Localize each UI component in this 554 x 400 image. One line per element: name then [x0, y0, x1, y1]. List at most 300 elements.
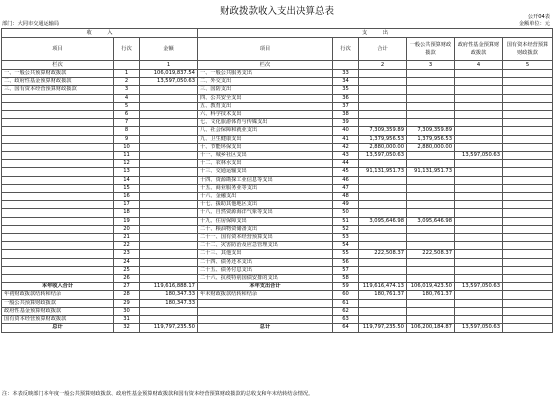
department-label: 部门：大同市交通运输局: [2, 21, 60, 27]
income-row-no: 1: [114, 70, 140, 78]
expense-item: 十二、农林水支出: [198, 160, 333, 168]
income-item: [2, 135, 114, 143]
gov-fund-amount: [455, 127, 503, 135]
expense-row-no: 53: [333, 234, 359, 242]
state-capital-amount: [503, 102, 553, 110]
gov-fund-amount: [455, 258, 503, 266]
gov-fund-amount: 13,597,050.63: [455, 152, 503, 160]
gov-fund-amount: [455, 299, 503, 307]
footnote: 注：本表反映部门本年度一般公共预算财政拨款、政府性基金预算财政拨款和国有资本经营预算财政拨款的总收支和年末结转结余情况。: [2, 391, 314, 397]
state-capital-amount: [503, 316, 553, 324]
income-row-no: 21: [114, 234, 140, 242]
income-item: [2, 201, 114, 209]
income-item: [2, 234, 114, 242]
expense-row-no-header: 行次: [333, 38, 359, 61]
income-amount: [140, 225, 198, 233]
income-row-no: 7: [114, 119, 140, 127]
table-row: [2, 102, 553, 110]
expense-row-no: 43: [333, 152, 359, 160]
income-amount: 119,616,888.17: [140, 283, 198, 291]
gov-fund-amount: [455, 168, 503, 176]
income-amount: [140, 234, 198, 242]
state-capital-amount: [503, 209, 553, 217]
gov-fund-amount: [455, 86, 503, 94]
income-item: 总计: [2, 324, 114, 332]
income-item: [2, 111, 114, 119]
income-amount: [140, 168, 198, 176]
income-row-no: 4: [114, 94, 140, 102]
state-capital-amount: [503, 127, 553, 135]
income-row-no: 8: [114, 127, 140, 135]
summary-row: [2, 283, 553, 291]
gov-fund-amount: [455, 70, 503, 78]
table-row: [2, 168, 553, 176]
expense-item: [198, 316, 333, 324]
gov-fund-amount: [455, 78, 503, 86]
summary-row: [2, 316, 553, 324]
expense-item: 六、科学技术支出: [198, 111, 333, 119]
expense-item: 十、节能环保支出: [198, 143, 333, 151]
expense-row-no: 44: [333, 160, 359, 168]
table-row: [2, 217, 553, 225]
expense-item: 二、外交支出: [198, 78, 333, 86]
state-capital-amount: [503, 283, 553, 291]
income-item: 政府性基金预算财政拨款: [2, 307, 114, 315]
expense-item: 三、国防支出: [198, 86, 333, 94]
general-budget-amount: [407, 94, 455, 102]
general-budget-amount: [407, 307, 455, 315]
state-capital-amount: [503, 201, 553, 209]
income-item: 一、一般公共预算财政拨款: [2, 70, 114, 78]
total-amount: [359, 258, 407, 266]
income-item: [2, 266, 114, 274]
expense-row-no: 38: [333, 111, 359, 119]
expense-item: 七、文化旅游体育与传媒支出: [198, 119, 333, 127]
state-capital-amount: [503, 168, 553, 176]
general-budget-amount: [407, 184, 455, 192]
total-amount: [359, 193, 407, 201]
table-row: [2, 201, 553, 209]
income-row-no: 20: [114, 225, 140, 233]
general-budget-amount: 222,508.37: [407, 250, 455, 258]
expense-row-no: 58: [333, 275, 359, 283]
income-item: 二、政府性基金预算财政拨款: [2, 78, 114, 86]
gov-fund-amount: [455, 234, 503, 242]
gov-fund-amount: [455, 316, 503, 324]
table-row: [2, 160, 553, 168]
expense-item: 十六、金融支出: [198, 193, 333, 201]
total-header: 合计: [359, 38, 407, 61]
table-row: [2, 152, 553, 160]
income-item: [2, 250, 114, 258]
gov-fund-amount: [455, 111, 503, 119]
state-capital-amount: [503, 193, 553, 201]
income-row-no: 29: [114, 299, 140, 307]
gov-fund-amount: [455, 201, 503, 209]
total-amount: 7,309,359.89: [359, 127, 407, 135]
expense-row-no: 51: [333, 217, 359, 225]
state-capital-amount: [503, 324, 553, 332]
column-number: 2: [359, 61, 407, 70]
table-row: [2, 184, 553, 192]
income-item: [2, 275, 114, 283]
expense-item: [198, 307, 333, 315]
total-amount: [359, 209, 407, 217]
expense-row-no: 48: [333, 193, 359, 201]
income-row-no: 2: [114, 78, 140, 86]
general-budget-amount: [407, 299, 455, 307]
general-budget-amount: [407, 176, 455, 184]
state-capital-amount: [503, 94, 553, 102]
summary-row: [2, 307, 553, 315]
income-item: [2, 94, 114, 102]
income-item: [2, 168, 114, 176]
income-row-no: 23: [114, 250, 140, 258]
general-budget-amount: [407, 275, 455, 283]
expense-row-no: 56: [333, 258, 359, 266]
expense-item: 二十、粮油物资储备支出: [198, 225, 333, 233]
general-budget-amount: [407, 111, 455, 119]
expense-row-no: 55: [333, 250, 359, 258]
income-amount: 13,597,050.63: [140, 78, 198, 86]
gov-fund-amount: [455, 135, 503, 143]
state-capital-amount: [503, 234, 553, 242]
income-row-no: 32: [114, 324, 140, 332]
general-budget-amount: [407, 86, 455, 94]
income-item: [2, 102, 114, 110]
state-capital-amount: [503, 78, 553, 86]
general-budget-amount: 180,761.37: [407, 291, 455, 299]
column-label: 栏次: [2, 61, 114, 70]
gov-fund-amount: [455, 94, 503, 102]
expense-item: 五、教育支出: [198, 102, 333, 110]
total-amount: 119,797,235.50: [359, 324, 407, 332]
expense-row-no: 59: [333, 283, 359, 291]
total-amount: [359, 242, 407, 250]
income-amount: [140, 209, 198, 217]
income-item: [2, 258, 114, 266]
table-row: [2, 70, 553, 78]
income-item: [2, 160, 114, 168]
gov-fund-amount: [455, 176, 503, 184]
expense-row-no: 63: [333, 316, 359, 324]
general-budget-amount: [407, 209, 455, 217]
income-item: [2, 143, 114, 151]
total-amount: [359, 111, 407, 119]
expense-row-no: 36: [333, 94, 359, 102]
page-title: 财政拨款收入支出决算总表: [219, 6, 334, 17]
general-budget-amount: 106,200,184.87: [407, 324, 455, 332]
income-row-no: 22: [114, 242, 140, 250]
income-amount: [140, 152, 198, 160]
income-item: 国有资本经营预算财政拨款: [2, 316, 114, 324]
general-budget-amount: 106,019,423.50: [407, 283, 455, 291]
income-row-no: 25: [114, 266, 140, 274]
general-budget-amount: 2,880,000.00: [407, 143, 455, 151]
income-row-no: 19: [114, 217, 140, 225]
general-budget-amount: 1,379,956.53: [407, 135, 455, 143]
general-budget-amount: 3,095,646.98: [407, 217, 455, 225]
summary-row: [2, 291, 553, 299]
income-item: 一般公共预算财政拨款: [2, 299, 114, 307]
total-amount: [359, 102, 407, 110]
total-amount: [359, 86, 407, 94]
expense-section-header: 支 出: [198, 29, 553, 38]
state-capital-amount: [503, 160, 553, 168]
income-amount: [140, 266, 198, 274]
income-row-no-header: 行次: [114, 38, 140, 61]
income-item: 本年收入合计: [2, 283, 114, 291]
income-amount: 180,347.33: [140, 299, 198, 307]
income-row-no: 15: [114, 184, 140, 192]
expense-item: 二十四、债务还本支出: [198, 258, 333, 266]
income-row-no: 5: [114, 102, 140, 110]
general-budget-amount: [407, 152, 455, 160]
general-budget-amount: [407, 193, 455, 201]
income-amount: [140, 193, 198, 201]
gov-fund-amount: [455, 225, 503, 233]
gov-fund-amount: 13,597,050.63: [455, 283, 503, 291]
total-amount: [359, 307, 407, 315]
total-amount: [359, 70, 407, 78]
income-item: [2, 127, 114, 135]
income-row-no: 14: [114, 176, 140, 184]
expense-row-no: 46: [333, 176, 359, 184]
gov-fund-amount: [455, 184, 503, 192]
table-row: [2, 209, 553, 217]
income-item: [2, 193, 114, 201]
income-item: [2, 225, 114, 233]
expense-row-no: 41: [333, 135, 359, 143]
table-row: [2, 258, 553, 266]
gov-fund-amount: [455, 209, 503, 217]
gov-fund-amount: [455, 143, 503, 151]
expense-row-no: 62: [333, 307, 359, 315]
table-row: [2, 266, 553, 274]
income-item: [2, 119, 114, 127]
state-capital-amount: [503, 258, 553, 266]
total-amount: 91,131,951.73: [359, 168, 407, 176]
state-capital-amount: [503, 111, 553, 119]
state-capital-amount: [503, 176, 553, 184]
expense-item: 二十五、债务付息支出: [198, 266, 333, 274]
state-capital-amount: [503, 217, 553, 225]
income-amount: 106,019,837.54: [140, 70, 198, 78]
expense-row-no: 54: [333, 242, 359, 250]
total-amount: [359, 225, 407, 233]
table-row: [2, 250, 553, 258]
income-row-no: 28: [114, 291, 140, 299]
income-row-no: 17: [114, 201, 140, 209]
income-row-no: 11: [114, 152, 140, 160]
state-capital-amount: [503, 135, 553, 143]
expense-row-no: 37: [333, 102, 359, 110]
table-row: [2, 127, 553, 135]
state-capital-amount: [503, 86, 553, 94]
column-number: 5: [503, 61, 553, 70]
state-capital-amount: [503, 275, 553, 283]
income-row-no: 27: [114, 283, 140, 291]
expense-row-no: 33: [333, 70, 359, 78]
general-budget-amount: [407, 70, 455, 78]
expense-item: 年末财政拨款结转和结余: [198, 291, 333, 299]
income-amount: [140, 143, 198, 151]
gov-fund-header: 政府性基金预算财政拨款: [455, 38, 503, 61]
gov-fund-amount: [455, 307, 503, 315]
income-amount: [140, 275, 198, 283]
expense-item: 四、公共安全支出: [198, 94, 333, 102]
unit-label: 金额单位：元: [518, 21, 550, 27]
expense-row-no: 42: [333, 143, 359, 151]
income-amount: [140, 94, 198, 102]
total-amount: [359, 94, 407, 102]
total-amount: 180,761.37: [359, 291, 407, 299]
income-row-no: 9: [114, 135, 140, 143]
general-budget-amount: [407, 78, 455, 86]
income-item: 三、国有资本经营预算财政拨款: [2, 86, 114, 94]
state-capital-amount: [503, 70, 553, 78]
state-capital-amount: [503, 299, 553, 307]
gov-fund-amount: [455, 291, 503, 299]
state-capital-amount: [503, 225, 553, 233]
table-row: [2, 275, 553, 283]
expense-item: 二十一、国有资本经营预算支出: [198, 234, 333, 242]
table-row: [2, 242, 553, 250]
expense-item: [198, 299, 333, 307]
expense-item: 十一、城乡社区支出: [198, 152, 333, 160]
total-amount: [359, 119, 407, 127]
income-amount: [140, 135, 198, 143]
amount-header: 金额: [140, 38, 198, 61]
income-amount: [140, 184, 198, 192]
expense-item: 八、社会保障和就业支出: [198, 127, 333, 135]
column-number: 3: [407, 61, 455, 70]
expense-item: 十九、住房保障支出: [198, 217, 333, 225]
column-number: 4: [455, 61, 503, 70]
state-capital-amount: [503, 266, 553, 274]
state-capital-amount: [503, 242, 553, 250]
expense-row-no: 50: [333, 209, 359, 217]
income-amount: [140, 242, 198, 250]
income-amount: [140, 258, 198, 266]
expense-row-no: 34: [333, 78, 359, 86]
state-capital-amount: [503, 184, 553, 192]
income-row-no: 10: [114, 143, 140, 151]
income-amount: [140, 201, 198, 209]
expense-row-no: 39: [333, 119, 359, 127]
expense-item: 九、卫生健康支出: [198, 135, 333, 143]
income-amount: [140, 160, 198, 168]
total-amount: 2,880,000.00: [359, 143, 407, 151]
income-amount: [140, 127, 198, 135]
final-accounts-table: [1, 28, 553, 333]
gov-fund-amount: 13,597,050.63: [455, 324, 503, 332]
state-capital-amount: [503, 307, 553, 315]
form-code: 公开04表: [527, 14, 550, 20]
expense-item: 本年支出合计: [198, 283, 333, 291]
expense-item: 二十三、其他支出: [198, 250, 333, 258]
income-row-no: 26: [114, 275, 140, 283]
total-amount: [359, 201, 407, 209]
gov-fund-amount: [455, 266, 503, 274]
gov-fund-amount: [455, 102, 503, 110]
income-item: [2, 217, 114, 225]
expense-item: 二十六、抗疫特别国债安排的支出: [198, 275, 333, 283]
income-row-no: 16: [114, 193, 140, 201]
income-amount: [140, 102, 198, 110]
general-budget-amount: 7,309,359.89: [407, 127, 455, 135]
total-amount: [359, 184, 407, 192]
income-row-no: 24: [114, 258, 140, 266]
expense-row-no: 52: [333, 225, 359, 233]
income-item: 年初财政拨款结转和结余: [2, 291, 114, 299]
income-amount: [140, 176, 198, 184]
income-row-no: 31: [114, 316, 140, 324]
general-budget-amount: [407, 316, 455, 324]
summary-row: [2, 324, 553, 332]
total-amount: [359, 266, 407, 274]
income-item: [2, 152, 114, 160]
income-item: [2, 184, 114, 192]
income-amount: [140, 250, 198, 258]
expense-row-no: 57: [333, 266, 359, 274]
expense-item: 十五、商业服务业等支出: [198, 184, 333, 192]
general-budget-amount: [407, 225, 455, 233]
table-row: [2, 143, 553, 151]
total-amount: [359, 316, 407, 324]
state-capital-amount: [503, 250, 553, 258]
table-row: [2, 234, 553, 242]
income-amount: [140, 119, 198, 127]
expense-item: 二十二、灾害防治及应急管理支出: [198, 242, 333, 250]
total-amount: [359, 299, 407, 307]
expense-row-no: 47: [333, 184, 359, 192]
column-label: 栏次: [198, 61, 333, 70]
income-item: [2, 242, 114, 250]
gov-fund-amount: [455, 242, 503, 250]
income-row-no: 13: [114, 168, 140, 176]
total-amount: 222,508.37: [359, 250, 407, 258]
income-amount: [140, 217, 198, 225]
general-budget-amount: 91,131,951.73: [407, 168, 455, 176]
table-row: [2, 176, 553, 184]
total-amount: 1,379,956.53: [359, 135, 407, 143]
general-budget-amount: [407, 201, 455, 209]
income-amount: [140, 86, 198, 94]
expense-row-no: 60: [333, 291, 359, 299]
general-budget-amount: [407, 258, 455, 266]
total-amount: 13,597,050.63: [359, 152, 407, 160]
gov-fund-amount: [455, 275, 503, 283]
table-row: [2, 135, 553, 143]
expense-row-no: 35: [333, 86, 359, 94]
table-row: [2, 225, 553, 233]
income-amount: 180,347.33: [140, 291, 198, 299]
total-amount: 3,095,646.98: [359, 217, 407, 225]
expense-item-header: 项目: [198, 38, 333, 61]
table-row: [2, 111, 553, 119]
expense-item: 十四、资源勘探工业信息等支出: [198, 176, 333, 184]
general-budget-amount: [407, 102, 455, 110]
total-amount: [359, 78, 407, 86]
income-item: [2, 209, 114, 217]
expense-row-no: 61: [333, 299, 359, 307]
income-row-no: 12: [114, 160, 140, 168]
total-amount: [359, 275, 407, 283]
gov-fund-amount: [455, 250, 503, 258]
income-section-header: 收 入: [2, 29, 198, 38]
general-budget-amount: [407, 234, 455, 242]
